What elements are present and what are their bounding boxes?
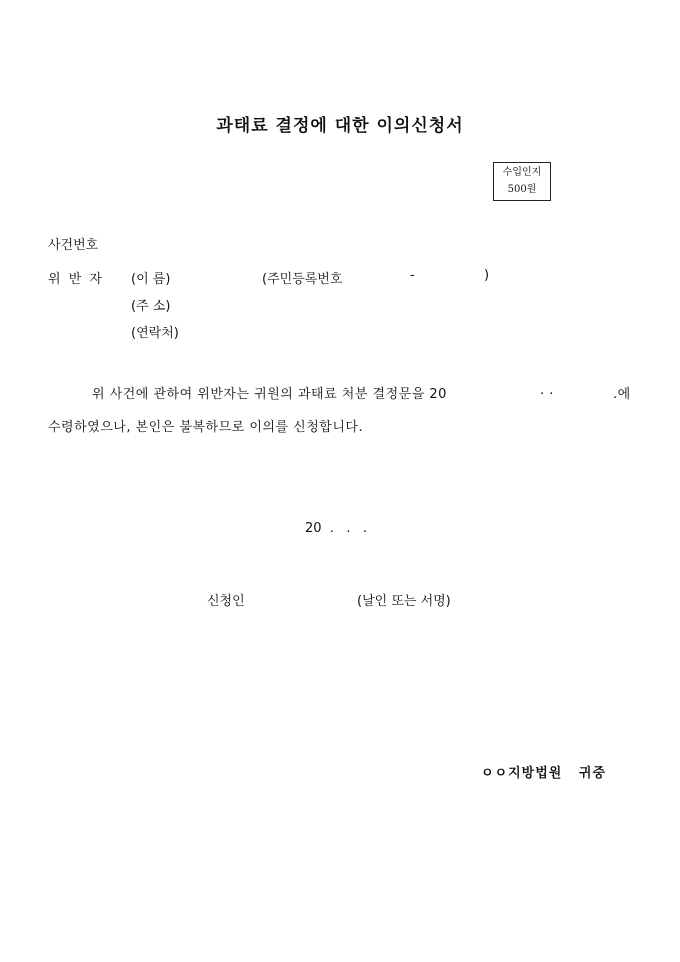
body-line-1-date-dots: . . [540, 383, 554, 398]
address-label: (주 소) [131, 299, 171, 314]
name-label: (이 름) [131, 272, 171, 287]
resident-number-close: ) [484, 268, 490, 283]
resident-number-label: (주민등록번호 [262, 272, 343, 287]
date-line: 20 . . . [305, 521, 367, 536]
stamp-label: 수입인지 [502, 167, 542, 178]
revenue-stamp-box [493, 162, 551, 201]
body-line-2: 수령하였으나, 본인은 불복하므로 이의를 신청합니다. [48, 420, 364, 435]
document-title: 과태료 결정에 대한 이의신청서 [216, 116, 464, 136]
body-line-1-end: .에 [613, 387, 631, 402]
seal-or-signature-label: (날인 또는 서명) [357, 594, 451, 609]
contact-label: (연락처) [131, 326, 179, 341]
resident-number-dash: - [410, 268, 415, 283]
body-line-1: 위 사건에 관하여 위반자는 귀원의 과태료 처분 결정문을 20 [92, 387, 447, 402]
case-number-label: 사건번호 [48, 238, 99, 253]
stamp-amount: 500원 [507, 184, 537, 195]
court-addressee: ㅇㅇ지방법원 귀중 [481, 766, 607, 781]
violator-label: 위 반 자 [48, 272, 104, 287]
applicant-label: 신청인 [207, 594, 245, 609]
